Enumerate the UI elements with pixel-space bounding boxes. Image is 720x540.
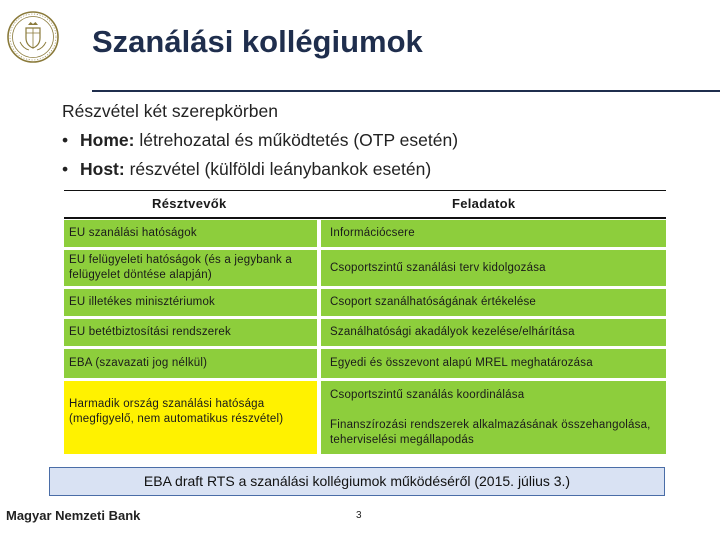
table-cell-participant-highlight: Harmadik ország szanálási hatósága (megfigyelő, nem automatikus részvétel): [64, 381, 317, 454]
bank-name: Magyar Nemzeti Bank: [6, 508, 141, 523]
table-cell-participant: EU illetékes minisztériumok: [64, 289, 317, 316]
bullet-marker: •: [62, 159, 69, 179]
table-header: [64, 190, 666, 219]
title-divider: [92, 90, 720, 92]
table-cell-task: Szanálhatósági akadályok kezelése/elhárítása: [321, 319, 666, 346]
header-tasks: Feladatok: [452, 196, 516, 211]
table-cell-task: Csoportszintű szanálási terv kidolgozása: [321, 250, 666, 286]
bullet-home-label: Home:: [80, 130, 135, 150]
table-cell-task-merged: [321, 381, 666, 454]
task-financing: Finanszírozási rendszerek alkalmazásának összehangolása, teherviselési megállapodás: [330, 419, 651, 446]
participants-table: [64, 190, 666, 456]
source-note: EBA draft RTS a szanálási kollégiumok működéséről (2015. július 3.): [49, 467, 665, 496]
table-cell-participant: EU betétbiztosítási rendszerek: [64, 319, 317, 346]
task-coordination: Csoportszintű szanálás koordinálása: [330, 389, 525, 401]
bullet-host-text: részvétel (külföldi leánybankok esetén): [129, 159, 432, 179]
page-number: 3: [356, 510, 362, 521]
slide-title: Szanálási kollégiumok: [92, 24, 423, 59]
intro-line: Részvétel két szerepkörben: [62, 101, 278, 121]
table-cell-participant: EU szanálási hatóságok: [64, 220, 317, 247]
table-cell-participant: EU felügyeleti hatóságok (és a jegybank a felügyelet döntése alapján): [64, 250, 317, 286]
table-cell-task: Egyedi és összevont alapú MREL meghatározása: [321, 349, 666, 378]
intro-section: [62, 97, 702, 184]
bullet-host: [62, 155, 702, 184]
header-participants: Résztvevők: [152, 196, 227, 211]
bullet-host-label: Host:: [80, 159, 125, 179]
bullet-home: [62, 126, 702, 155]
mnb-seal-icon: [6, 10, 60, 64]
table-cell-task: Információcsere: [321, 220, 666, 247]
table-cell-participant: EBA (szavazati jog nélkül): [64, 349, 317, 378]
table-cell-task: Csoport szanálhatóságának értékelése: [321, 289, 666, 316]
bullet-home-text: létrehozatal és működtetés (OTP esetén): [139, 130, 459, 150]
bullet-marker: •: [62, 130, 69, 150]
